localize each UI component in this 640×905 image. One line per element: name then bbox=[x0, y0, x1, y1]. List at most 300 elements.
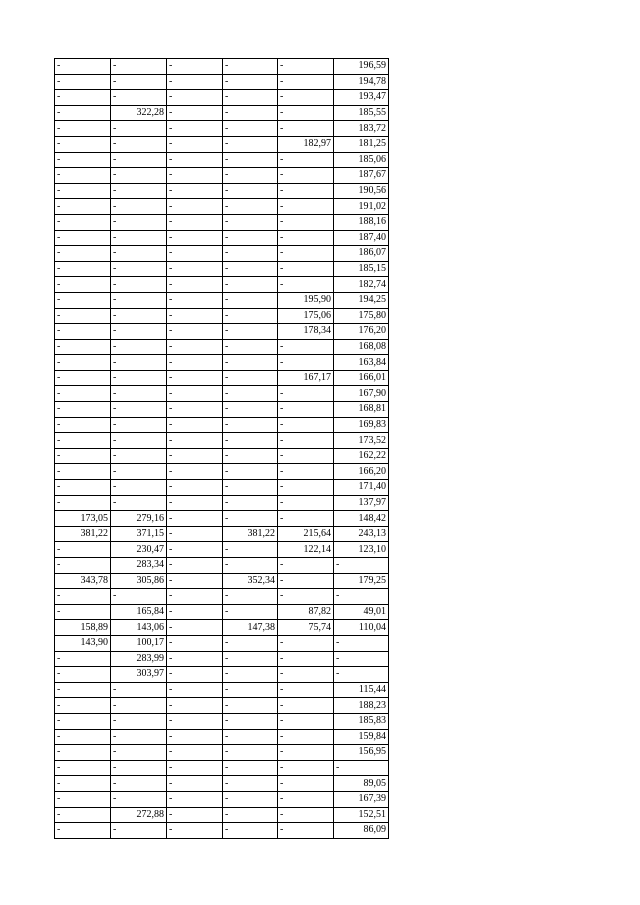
table-cell: - bbox=[223, 59, 278, 75]
table-cell: - bbox=[223, 635, 278, 651]
table-cell: - bbox=[278, 729, 334, 745]
table-cell: - bbox=[167, 386, 223, 402]
table-cell: 148,42 bbox=[334, 511, 389, 527]
table-cell: - bbox=[55, 199, 111, 215]
table-cell: - bbox=[111, 791, 167, 807]
table-cell: 371,15 bbox=[111, 526, 167, 542]
table-cell: - bbox=[111, 729, 167, 745]
table-cell: - bbox=[223, 355, 278, 371]
table-cell: - bbox=[223, 713, 278, 729]
table-cell: 49,01 bbox=[334, 604, 389, 620]
table-cell: - bbox=[55, 604, 111, 620]
table-cell: - bbox=[111, 417, 167, 433]
table-cell: - bbox=[278, 433, 334, 449]
table-cell: - bbox=[55, 807, 111, 823]
table-cell: 100,17 bbox=[111, 635, 167, 651]
table-cell: - bbox=[55, 448, 111, 464]
table-cell: - bbox=[167, 745, 223, 761]
table-cell: 185,83 bbox=[334, 713, 389, 729]
table-cell: - bbox=[111, 246, 167, 262]
table-cell: - bbox=[167, 620, 223, 636]
table-cell: 162,22 bbox=[334, 448, 389, 464]
table-cell: - bbox=[55, 823, 111, 839]
table-cell: 185,15 bbox=[334, 261, 389, 277]
table-cell: - bbox=[111, 464, 167, 480]
table-cell: - bbox=[167, 324, 223, 340]
table-cell: - bbox=[278, 589, 334, 605]
table-cell: - bbox=[111, 713, 167, 729]
table-cell: 181,25 bbox=[334, 136, 389, 152]
table-cell: 322,28 bbox=[111, 105, 167, 121]
table-cell: - bbox=[111, 59, 167, 75]
table-row bbox=[55, 74, 389, 90]
table-cell: - bbox=[111, 402, 167, 418]
table-cell: - bbox=[223, 511, 278, 527]
table-row bbox=[55, 495, 389, 511]
table-cell: - bbox=[167, 480, 223, 496]
table-row bbox=[55, 448, 389, 464]
table-cell: 166,01 bbox=[334, 370, 389, 386]
table-row bbox=[55, 698, 389, 714]
table-cell: - bbox=[167, 760, 223, 776]
table-cell: - bbox=[278, 791, 334, 807]
table-cell: - bbox=[223, 433, 278, 449]
table-cell: - bbox=[278, 277, 334, 293]
table-cell: - bbox=[111, 261, 167, 277]
table-cell: - bbox=[278, 558, 334, 574]
table-cell: - bbox=[111, 74, 167, 90]
table-cell: - bbox=[55, 589, 111, 605]
table-row bbox=[55, 152, 389, 168]
table-cell: 147,38 bbox=[223, 620, 278, 636]
table-row bbox=[55, 526, 389, 542]
table-cell: - bbox=[167, 199, 223, 215]
table-cell: - bbox=[223, 651, 278, 667]
table-cell: 173,05 bbox=[55, 511, 111, 527]
table-cell: - bbox=[278, 745, 334, 761]
table-cell: - bbox=[278, 651, 334, 667]
table-cell: - bbox=[223, 214, 278, 230]
table-row bbox=[55, 261, 389, 277]
table-cell: 179,25 bbox=[334, 573, 389, 589]
table-cell: - bbox=[55, 760, 111, 776]
table-cell: - bbox=[278, 214, 334, 230]
table-cell: - bbox=[278, 573, 334, 589]
table-cell: - bbox=[55, 542, 111, 558]
table-cell: 186,07 bbox=[334, 246, 389, 262]
table-cell: - bbox=[111, 433, 167, 449]
table-cell: - bbox=[223, 152, 278, 168]
table-cell: - bbox=[278, 495, 334, 511]
table-cell: - bbox=[278, 776, 334, 792]
table-cell: - bbox=[111, 386, 167, 402]
table-cell: - bbox=[223, 308, 278, 324]
table-cell: - bbox=[278, 105, 334, 121]
table-cell: 279,16 bbox=[111, 511, 167, 527]
table-cell: 171,40 bbox=[334, 480, 389, 496]
table-cell: - bbox=[223, 324, 278, 340]
table-cell: - bbox=[55, 464, 111, 480]
table-cell: 163,84 bbox=[334, 355, 389, 371]
table-cell: - bbox=[223, 760, 278, 776]
table-cell: - bbox=[55, 558, 111, 574]
table-cell: - bbox=[55, 121, 111, 137]
table-row bbox=[55, 682, 389, 698]
table-cell: - bbox=[223, 682, 278, 698]
table-cell: - bbox=[278, 355, 334, 371]
table-cell: - bbox=[167, 59, 223, 75]
table-cell: - bbox=[55, 292, 111, 308]
table-cell: 167,90 bbox=[334, 386, 389, 402]
table-cell: - bbox=[167, 604, 223, 620]
table-cell: - bbox=[278, 760, 334, 776]
table-row bbox=[55, 136, 389, 152]
table-row bbox=[55, 417, 389, 433]
table-cell: 89,05 bbox=[334, 776, 389, 792]
table-cell: - bbox=[111, 495, 167, 511]
table-cell: - bbox=[167, 292, 223, 308]
table-cell: 87,82 bbox=[278, 604, 334, 620]
table-cell: - bbox=[278, 635, 334, 651]
table-row bbox=[55, 214, 389, 230]
table-row bbox=[55, 791, 389, 807]
table-cell: - bbox=[55, 355, 111, 371]
table-cell: - bbox=[167, 74, 223, 90]
table-cell: - bbox=[55, 402, 111, 418]
table-cell: 215,64 bbox=[278, 526, 334, 542]
table-cell: - bbox=[167, 807, 223, 823]
table-cell: - bbox=[167, 791, 223, 807]
table-cell: - bbox=[167, 667, 223, 683]
table-cell: - bbox=[111, 589, 167, 605]
table-cell: 230,47 bbox=[111, 542, 167, 558]
table-cell: 86,09 bbox=[334, 823, 389, 839]
table-cell: - bbox=[111, 776, 167, 792]
table-row bbox=[55, 573, 389, 589]
table-cell: - bbox=[55, 667, 111, 683]
table-cell: - bbox=[167, 168, 223, 184]
table-cell: - bbox=[223, 90, 278, 106]
table-cell: - bbox=[223, 729, 278, 745]
table-cell: - bbox=[167, 495, 223, 511]
table-cell: - bbox=[278, 121, 334, 137]
table-cell: - bbox=[223, 807, 278, 823]
table-cell: - bbox=[278, 667, 334, 683]
table-cell: - bbox=[55, 791, 111, 807]
table-cell: - bbox=[223, 776, 278, 792]
table-cell: - bbox=[111, 214, 167, 230]
table-cell: - bbox=[55, 183, 111, 199]
table-row bbox=[55, 308, 389, 324]
table-cell: - bbox=[55, 308, 111, 324]
table-cell: - bbox=[167, 635, 223, 651]
table-cell: - bbox=[278, 511, 334, 527]
table-cell: 75,74 bbox=[278, 620, 334, 636]
table-cell: - bbox=[55, 105, 111, 121]
table-cell: 196,59 bbox=[334, 59, 389, 75]
table-cell: - bbox=[111, 698, 167, 714]
table-row bbox=[55, 558, 389, 574]
table-row bbox=[55, 433, 389, 449]
table-cell: - bbox=[278, 199, 334, 215]
table-cell: - bbox=[111, 168, 167, 184]
table-cell: 381,22 bbox=[55, 526, 111, 542]
table-cell: - bbox=[167, 230, 223, 246]
table-cell: - bbox=[223, 589, 278, 605]
table-row bbox=[55, 355, 389, 371]
table-cell: - bbox=[111, 121, 167, 137]
table-cell: - bbox=[223, 105, 278, 121]
table-cell: - bbox=[55, 246, 111, 262]
table-cell: - bbox=[278, 90, 334, 106]
table-cell: - bbox=[278, 230, 334, 246]
table-cell: - bbox=[223, 121, 278, 137]
table-cell: - bbox=[167, 682, 223, 698]
table-cell: - bbox=[223, 386, 278, 402]
table-cell: - bbox=[223, 448, 278, 464]
table-cell: - bbox=[223, 292, 278, 308]
table-row bbox=[55, 745, 389, 761]
table-cell: - bbox=[55, 214, 111, 230]
table-cell: - bbox=[167, 698, 223, 714]
table-row bbox=[55, 604, 389, 620]
table-cell: 194,25 bbox=[334, 292, 389, 308]
table-cell: - bbox=[223, 370, 278, 386]
table-cell: - bbox=[167, 214, 223, 230]
table-cell: 187,40 bbox=[334, 230, 389, 246]
table-cell: - bbox=[167, 339, 223, 355]
table-cell: - bbox=[278, 448, 334, 464]
table-cell: 305,86 bbox=[111, 573, 167, 589]
table-cell: 168,81 bbox=[334, 402, 389, 418]
table-cell: - bbox=[55, 261, 111, 277]
table-cell: - bbox=[334, 635, 389, 651]
table-cell: - bbox=[111, 277, 167, 293]
table-cell: 143,06 bbox=[111, 620, 167, 636]
table-row bbox=[55, 277, 389, 293]
table-cell: - bbox=[55, 698, 111, 714]
table-cell: - bbox=[278, 59, 334, 75]
table-cell: 166,20 bbox=[334, 464, 389, 480]
table-cell: - bbox=[278, 480, 334, 496]
table-cell: - bbox=[55, 370, 111, 386]
table-cell: - bbox=[55, 168, 111, 184]
table-cell: - bbox=[111, 90, 167, 106]
table-cell: - bbox=[223, 667, 278, 683]
table-cell: - bbox=[167, 246, 223, 262]
table-cell: - bbox=[167, 776, 223, 792]
table-row bbox=[55, 713, 389, 729]
table-cell: 152,51 bbox=[334, 807, 389, 823]
table-cell: - bbox=[111, 448, 167, 464]
table-cell: - bbox=[111, 183, 167, 199]
table-row bbox=[55, 324, 389, 340]
table-cell: 352,34 bbox=[223, 573, 278, 589]
table-cell: - bbox=[167, 90, 223, 106]
table-cell: - bbox=[223, 230, 278, 246]
table-cell: 193,47 bbox=[334, 90, 389, 106]
table-cell: - bbox=[223, 698, 278, 714]
table-row bbox=[55, 230, 389, 246]
table-cell: - bbox=[223, 74, 278, 90]
table-cell: - bbox=[223, 168, 278, 184]
table-row bbox=[55, 511, 389, 527]
table-row bbox=[55, 464, 389, 480]
table-cell: - bbox=[167, 558, 223, 574]
table-row bbox=[55, 807, 389, 823]
table-cell: - bbox=[55, 339, 111, 355]
table-cell: - bbox=[167, 121, 223, 137]
table-cell: 123,10 bbox=[334, 542, 389, 558]
table-cell: - bbox=[278, 402, 334, 418]
table-cell: - bbox=[167, 573, 223, 589]
table-cell: - bbox=[111, 682, 167, 698]
table-cell: - bbox=[167, 402, 223, 418]
table-cell: - bbox=[223, 464, 278, 480]
table-cell: - bbox=[167, 448, 223, 464]
table-cell: - bbox=[111, 355, 167, 371]
table-cell: - bbox=[167, 464, 223, 480]
table-cell: 183,72 bbox=[334, 121, 389, 137]
table-cell: 143,90 bbox=[55, 635, 111, 651]
table-cell: - bbox=[223, 791, 278, 807]
table-cell: - bbox=[223, 542, 278, 558]
table-cell: 343,78 bbox=[55, 573, 111, 589]
table-cell: - bbox=[278, 698, 334, 714]
table-cell: - bbox=[55, 230, 111, 246]
table-cell: - bbox=[278, 152, 334, 168]
table-cell: 137,97 bbox=[334, 495, 389, 511]
table-cell: - bbox=[334, 760, 389, 776]
table-cell: - bbox=[111, 324, 167, 340]
table-cell: - bbox=[55, 745, 111, 761]
table-cell: - bbox=[167, 542, 223, 558]
table-cell: - bbox=[111, 152, 167, 168]
table-cell: 185,06 bbox=[334, 152, 389, 168]
table-cell: - bbox=[223, 745, 278, 761]
table-cell: 191,02 bbox=[334, 199, 389, 215]
table-cell: - bbox=[167, 713, 223, 729]
table-cell: 303,97 bbox=[111, 667, 167, 683]
table-row bbox=[55, 776, 389, 792]
table-cell: 173,52 bbox=[334, 433, 389, 449]
table-cell: 175,06 bbox=[278, 308, 334, 324]
table-cell: - bbox=[111, 745, 167, 761]
table-row bbox=[55, 292, 389, 308]
table-cell: 156,95 bbox=[334, 745, 389, 761]
table-cell: - bbox=[278, 823, 334, 839]
table-row bbox=[55, 199, 389, 215]
table-cell: - bbox=[55, 417, 111, 433]
table-cell: - bbox=[55, 277, 111, 293]
table-cell: - bbox=[167, 370, 223, 386]
table-cell: 188,23 bbox=[334, 698, 389, 714]
table-cell: 182,97 bbox=[278, 136, 334, 152]
table-cell: - bbox=[278, 386, 334, 402]
table-cell: - bbox=[278, 183, 334, 199]
table-cell: - bbox=[55, 651, 111, 667]
table-cell: - bbox=[167, 729, 223, 745]
table-cell: - bbox=[55, 136, 111, 152]
table-cell: - bbox=[55, 713, 111, 729]
table-cell: - bbox=[223, 417, 278, 433]
table-cell: 272,88 bbox=[111, 807, 167, 823]
table-cell: 167,17 bbox=[278, 370, 334, 386]
table-cell: - bbox=[223, 339, 278, 355]
table-cell: - bbox=[223, 261, 278, 277]
table-cell: - bbox=[223, 495, 278, 511]
table-cell: - bbox=[278, 807, 334, 823]
table-cell: - bbox=[55, 90, 111, 106]
table-cell: 243,13 bbox=[334, 526, 389, 542]
table-row bbox=[55, 246, 389, 262]
table-cell: - bbox=[223, 183, 278, 199]
table-cell: - bbox=[278, 339, 334, 355]
table-cell: - bbox=[223, 558, 278, 574]
table-row bbox=[55, 667, 389, 683]
table-cell: 176,20 bbox=[334, 324, 389, 340]
table-row bbox=[55, 760, 389, 776]
table-cell: 178,34 bbox=[278, 324, 334, 340]
table-cell: - bbox=[167, 511, 223, 527]
table-row bbox=[55, 729, 389, 745]
data-table bbox=[54, 58, 389, 839]
table-cell: - bbox=[334, 651, 389, 667]
table-cell: 159,84 bbox=[334, 729, 389, 745]
table-cell: - bbox=[278, 713, 334, 729]
table-row bbox=[55, 168, 389, 184]
table-cell: - bbox=[55, 495, 111, 511]
table-cell: - bbox=[278, 261, 334, 277]
table-cell: - bbox=[111, 823, 167, 839]
table-cell: - bbox=[55, 480, 111, 496]
table-row bbox=[55, 402, 389, 418]
table-cell: - bbox=[223, 823, 278, 839]
table-cell: - bbox=[278, 417, 334, 433]
table-row bbox=[55, 90, 389, 106]
table-row bbox=[55, 370, 389, 386]
table-cell: - bbox=[55, 152, 111, 168]
table-cell: - bbox=[55, 74, 111, 90]
table-cell: - bbox=[167, 823, 223, 839]
table-cell: - bbox=[167, 183, 223, 199]
table-row bbox=[55, 121, 389, 137]
table-cell: 195,90 bbox=[278, 292, 334, 308]
table-cell: - bbox=[111, 308, 167, 324]
table-cell: - bbox=[55, 682, 111, 698]
table-cell: 115,44 bbox=[334, 682, 389, 698]
table-cell: - bbox=[55, 729, 111, 745]
table-cell: - bbox=[167, 277, 223, 293]
table-cell: - bbox=[55, 386, 111, 402]
table-cell: 158,89 bbox=[55, 620, 111, 636]
table-cell: - bbox=[223, 277, 278, 293]
table-cell: 283,34 bbox=[111, 558, 167, 574]
table-cell: - bbox=[167, 261, 223, 277]
table-cell: - bbox=[167, 136, 223, 152]
table-cell: - bbox=[167, 651, 223, 667]
table-cell: 381,22 bbox=[223, 526, 278, 542]
table-cell: - bbox=[223, 402, 278, 418]
table-cell: - bbox=[334, 667, 389, 683]
table-cell: - bbox=[278, 74, 334, 90]
table-cell: 187,67 bbox=[334, 168, 389, 184]
table-row bbox=[55, 480, 389, 496]
table-cell: 167,39 bbox=[334, 791, 389, 807]
table-cell: - bbox=[278, 168, 334, 184]
table-row bbox=[55, 339, 389, 355]
table-body bbox=[55, 59, 389, 839]
